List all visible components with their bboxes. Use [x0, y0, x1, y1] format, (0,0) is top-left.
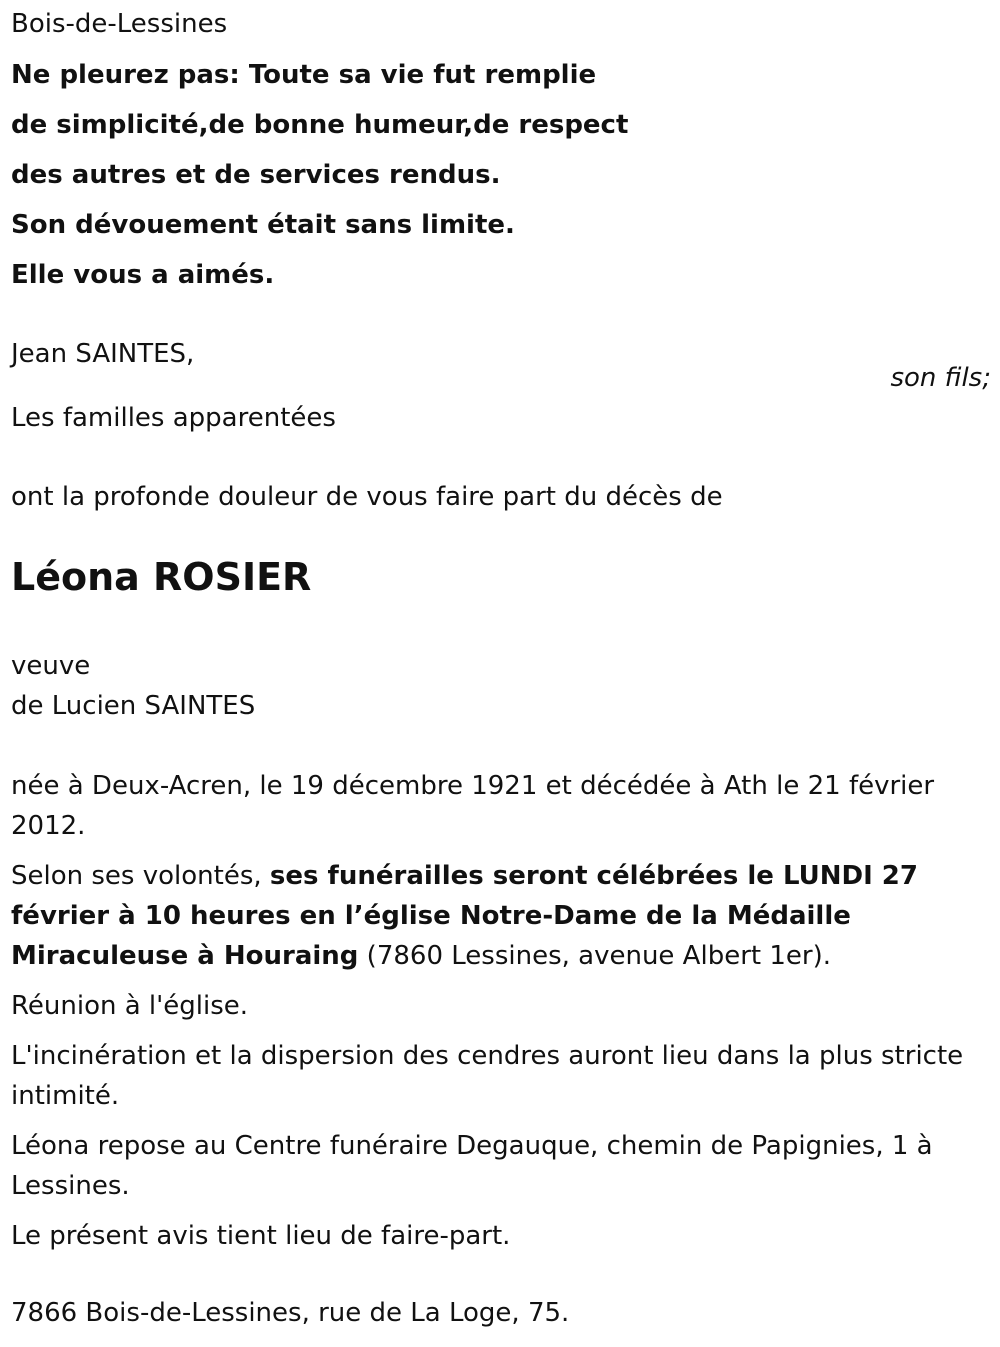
- funeral-address: (7860 Lessines, avenue Albert 1er).: [358, 941, 831, 971]
- poem: [11, 54, 628, 304]
- reunion-text: Réunion à l'église.: [11, 991, 249, 1021]
- notice-text: Le présent avis tient lieu de faire-part.: [11, 1221, 511, 1251]
- widow-label: veuve: [11, 651, 91, 681]
- poem-line: Ne pleurez pas: Toute sa vie fut remplie: [11, 60, 597, 90]
- poem-line: des autres et de services rendus.: [11, 160, 501, 190]
- son-role: son fils;: [890, 363, 991, 393]
- birth-death-text: née à Deux-Acren, le 19 décembre 1921 et décédée à Ath le 21 février 2012.: [11, 771, 935, 841]
- poem-line: Elle vous a aimés.: [11, 260, 275, 290]
- funeral-text: [11, 856, 991, 976]
- cremation-text: L'incinération et la dispersion des cendres auront lieu dans la plus stricte intimité.: [11, 1041, 964, 1111]
- poem-line: Son dévouement était sans limite.: [11, 210, 515, 240]
- poem-line: de simplicité,de bonne humeur,de respect: [11, 110, 629, 140]
- family-address: 7866 Bois-de-Lessines, rue de La Loge, 75.: [11, 1298, 570, 1328]
- details-block: [11, 766, 991, 1266]
- spouse-name: de Lucien SAINTES: [11, 691, 256, 721]
- son-name: Jean SAINTES,: [11, 339, 195, 369]
- families-line: Les familles apparentées: [11, 403, 336, 433]
- repose-text: Léona repose au Centre funéraire Degauque, chemin de Papignies, 1 à Lessines.: [11, 1131, 933, 1201]
- funeral-intro: Selon ses volontés,: [11, 861, 270, 891]
- funeral-details: ses funérailles seront célébrées le LUNDI 27 février à 10 heures en l’église Notre-Dame de la Médaille Miraculeuse à Houraing: [11, 861, 918, 971]
- announcement-line: ont la profonde douleur de vous faire part du décès de: [11, 482, 723, 512]
- place-heading: Bois-de-Lessines: [11, 9, 228, 39]
- deceased-name: Léona ROSIER: [11, 555, 312, 599]
- widow-block: [11, 646, 255, 726]
